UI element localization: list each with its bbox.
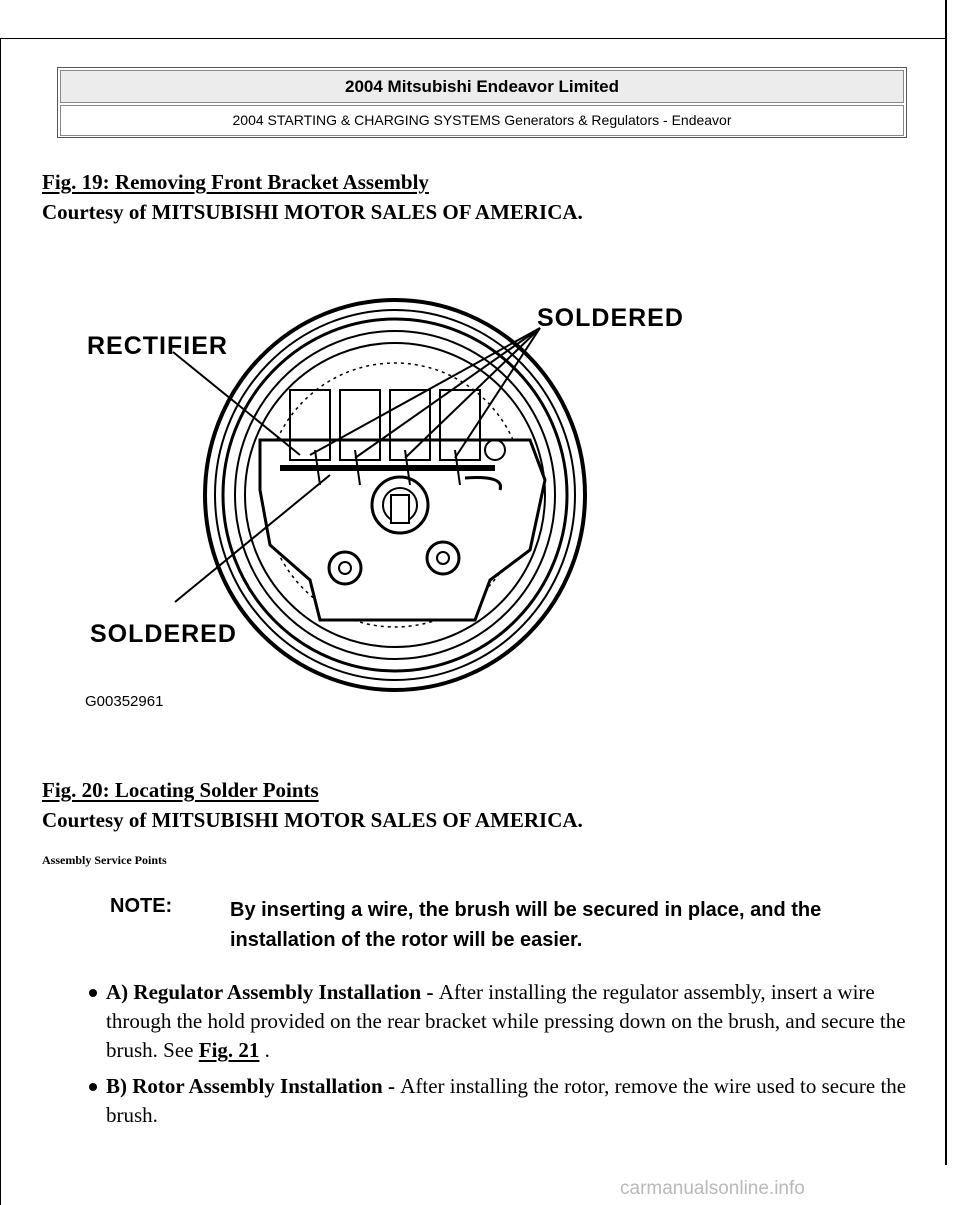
bullet-heading: A) Regulator Assembly Installation - [106,980,439,1004]
page-frame-top [0,38,946,39]
rectifier-label: RECTIFIER [87,332,228,360]
page-frame-left [0,38,1,1205]
note-text: By inserting a wire, the brush will be secured in place, and the installation of the rotor will be easier. [230,899,822,951]
soldered-label-top: SOLDERED [537,304,684,332]
bullet-heading: B) Rotor Assembly Installation - [106,1074,401,1098]
list-item [82,1072,912,1130]
header-subtitle: 2004 STARTING & CHARGING SYSTEMS Generators & Regulators - Endeavor [60,105,904,136]
fig19-courtesy: Courtesy of MITSUBISHI MOTOR SALES OF AMERICA. [42,200,583,224]
fig21-link[interactable]: Fig. 21 [198,1038,260,1062]
solder-points-figure [75,290,725,720]
fig20-title[interactable]: Fig. 20: Locating Solder Points [42,778,319,802]
watermark: carmanualsonline.info [620,1178,805,1199]
page-frame-right [945,0,947,1165]
header-title: 2004 Mitsubishi Endeavor Limited [60,70,904,103]
note-label: NOTE: [110,895,173,917]
figure-code: G00352961 [85,693,164,710]
service-points-list [82,978,912,1137]
soldered-label-bottom: SOLDERED [90,620,237,648]
document-header [57,67,907,138]
bullet-text: After installing the regulator assembly, insert a wire through the hold provided on the rear bracket while pressing down on the brush, and secure the brush. See [106,980,906,1062]
list-item [82,978,912,1065]
fig19-title[interactable]: Fig. 19: Removing Front Bracket Assembly [42,170,429,194]
bullet-text: After installing the rotor, remove the wire used to secure the brush. [106,1074,907,1127]
bullet-tail: . [259,1038,270,1062]
section-label: Assembly Service Points [42,853,167,867]
fig20-courtesy: Courtesy of MITSUBISHI MOTOR SALES OF AMERICA. [42,808,583,832]
